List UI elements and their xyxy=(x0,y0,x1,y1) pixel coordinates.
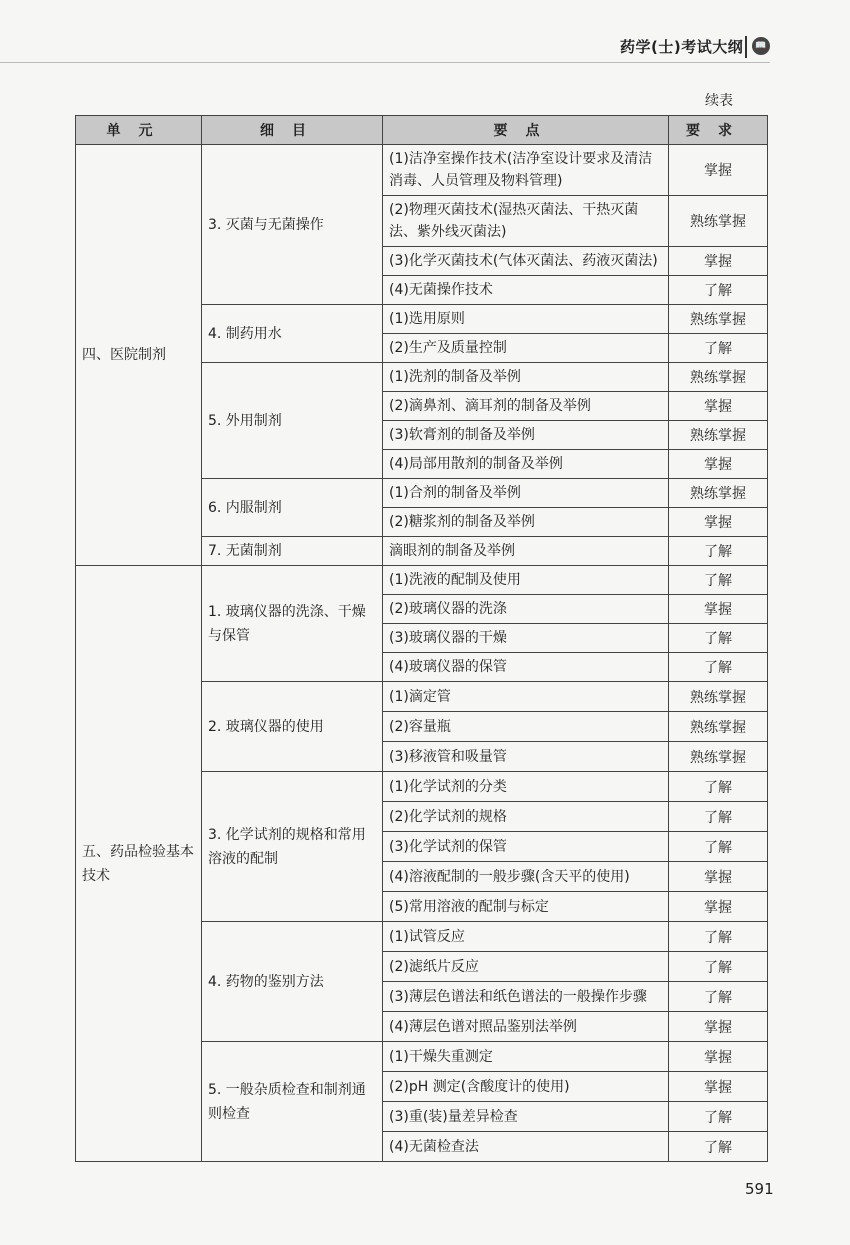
point-cell: (1)洗液的配制及使用 xyxy=(383,566,669,595)
requirement-cell: 熟练掌握 xyxy=(669,363,768,392)
point-cell: (4)局部用散剂的制备及举例 xyxy=(383,450,669,479)
item-cell: 2. 玻璃仪器的使用 xyxy=(202,682,383,772)
item-cell: 7. 无菌制剂 xyxy=(202,537,383,566)
item-cell: 4. 制药用水 xyxy=(202,305,383,363)
book-icon: 📖 xyxy=(752,37,770,55)
point-cell: (1)洗剂的制备及举例 xyxy=(383,363,669,392)
point-cell: (1)滴定管 xyxy=(383,682,669,712)
requirement-cell: 掌握 xyxy=(669,450,768,479)
unit-cell: 四、医院制剂 xyxy=(76,145,202,566)
requirement-cell: 掌握 xyxy=(669,508,768,537)
header-item: 细目 xyxy=(202,116,383,145)
requirement-cell: 了解 xyxy=(669,832,768,862)
point-cell: (1)试管反应 xyxy=(383,922,669,952)
requirement-cell: 掌握 xyxy=(669,1072,768,1102)
item-cell: 5. 外用制剂 xyxy=(202,363,383,479)
point-cell: (3)玻璃仪器的干燥 xyxy=(383,624,669,653)
requirement-cell: 了解 xyxy=(669,802,768,832)
point-cell: (1)干燥失重测定 xyxy=(383,1042,669,1072)
requirement-cell: 了解 xyxy=(669,1132,768,1162)
point-cell: (2)滴鼻剂、滴耳剂的制备及举例 xyxy=(383,392,669,421)
table-row xyxy=(76,145,768,196)
point-cell: (2)糖浆剂的制备及举例 xyxy=(383,508,669,537)
requirement-cell: 掌握 xyxy=(669,145,768,196)
requirement-cell: 掌握 xyxy=(669,392,768,421)
requirement-cell: 掌握 xyxy=(669,1012,768,1042)
requirement-cell: 熟练掌握 xyxy=(669,305,768,334)
point-cell: (2)生产及质量控制 xyxy=(383,334,669,363)
point-cell: (1)化学试剂的分类 xyxy=(383,772,669,802)
point-cell: (1)合剂的制备及举例 xyxy=(383,479,669,508)
point-cell: (5)常用溶液的配制与标定 xyxy=(383,892,669,922)
requirement-cell: 了解 xyxy=(669,624,768,653)
point-cell: (3)移液管和吸量管 xyxy=(383,742,669,772)
requirement-cell: 掌握 xyxy=(669,862,768,892)
point-cell: (4)无菌操作技术 xyxy=(383,276,669,305)
point-cell: (3)化学灭菌技术(气体灭菌法、药液灭菌法) xyxy=(383,247,669,276)
table-header-row xyxy=(76,116,768,145)
running-header-title: 药学(士)考试大纲 xyxy=(620,38,744,56)
item-cell: 6. 内服制剂 xyxy=(202,479,383,537)
header-point: 要点 xyxy=(383,116,669,145)
table-row xyxy=(76,566,768,595)
requirement-cell: 熟练掌握 xyxy=(669,712,768,742)
point-cell: (2)物理灭菌技术(湿热灭菌法、干热灭菌法、紫外线灭菌法) xyxy=(383,196,669,247)
point-cell: (1)选用原则 xyxy=(383,305,669,334)
point-cell: (2)化学试剂的规格 xyxy=(383,802,669,832)
unit-cell: 五、药品检验基本技术 xyxy=(76,566,202,1162)
item-cell: 1. 玻璃仪器的洗涤、干燥与保管 xyxy=(202,566,383,682)
requirement-cell: 熟练掌握 xyxy=(669,479,768,508)
point-cell: (2)pH 测定(含酸度计的使用) xyxy=(383,1072,669,1102)
point-cell: (2)玻璃仪器的洗涤 xyxy=(383,595,669,624)
requirement-cell: 了解 xyxy=(669,276,768,305)
requirement-cell: 熟练掌握 xyxy=(669,421,768,450)
requirement-cell: 了解 xyxy=(669,334,768,363)
point-cell: (4)玻璃仪器的保管 xyxy=(383,653,669,682)
point-cell: (3)薄层色谱法和纸色谱法的一般操作步骤 xyxy=(383,982,669,1012)
continued-label: 续表 xyxy=(705,93,733,109)
header-divider xyxy=(745,36,747,58)
point-cell: (2)滤纸片反应 xyxy=(383,952,669,982)
requirement-cell: 了解 xyxy=(669,982,768,1012)
item-cell: 5. 一般杂质检查和制剂通则检查 xyxy=(202,1042,383,1162)
requirement-cell: 了解 xyxy=(669,566,768,595)
point-cell: (3)化学试剂的保管 xyxy=(383,832,669,862)
header-rule xyxy=(0,62,770,63)
requirement-cell: 了解 xyxy=(669,772,768,802)
requirement-cell: 掌握 xyxy=(669,1042,768,1072)
header-requirement: 要求 xyxy=(669,116,768,145)
point-cell: (4)无菌检查法 xyxy=(383,1132,669,1162)
requirement-cell: 了解 xyxy=(669,922,768,952)
point-cell: (3)重(装)量差异检查 xyxy=(383,1102,669,1132)
page-number: 591 xyxy=(745,1180,774,1198)
requirement-cell: 了解 xyxy=(669,952,768,982)
item-cell: 3. 化学试剂的规格和常用溶液的配制 xyxy=(202,772,383,922)
point-cell: (4)溶液配制的一般步骤(含天平的使用) xyxy=(383,862,669,892)
requirement-cell: 熟练掌握 xyxy=(669,742,768,772)
requirement-cell: 了解 xyxy=(669,537,768,566)
requirement-cell: 熟练掌握 xyxy=(669,682,768,712)
requirement-cell: 熟练掌握 xyxy=(669,196,768,247)
requirement-cell: 了解 xyxy=(669,1102,768,1132)
point-cell: 滴眼剂的制备及举例 xyxy=(383,537,669,566)
point-cell: (1)洁净室操作技术(洁净室设计要求及清洁消毒、人员管理及物料管理) xyxy=(383,145,669,196)
item-cell: 4. 药物的鉴别方法 xyxy=(202,922,383,1042)
requirement-cell: 了解 xyxy=(669,653,768,682)
point-cell: (3)软膏剂的制备及举例 xyxy=(383,421,669,450)
header-unit: 单元 xyxy=(76,116,202,145)
requirement-cell: 掌握 xyxy=(669,595,768,624)
syllabus-table xyxy=(75,115,768,1162)
requirement-cell: 掌握 xyxy=(669,247,768,276)
item-cell: 3. 灭菌与无菌操作 xyxy=(202,145,383,305)
point-cell: (4)薄层色谱对照品鉴别法举例 xyxy=(383,1012,669,1042)
point-cell: (2)容量瓶 xyxy=(383,712,669,742)
requirement-cell: 掌握 xyxy=(669,892,768,922)
